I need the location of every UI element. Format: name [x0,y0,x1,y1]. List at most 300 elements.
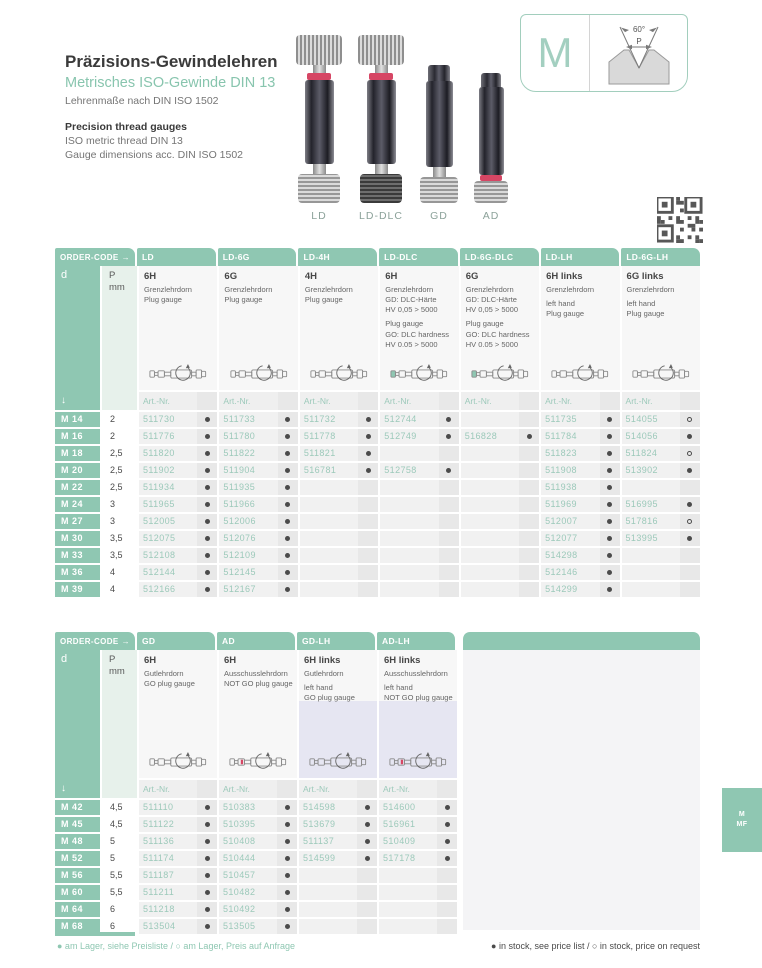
pitch-value-cell: 2,5 [102,446,137,461]
stock-cell [519,412,539,427]
pitch-unit-label: mm [109,282,125,294]
stock-filled-icon [687,502,692,507]
art-number: 513679 [299,817,357,832]
stock-cell [600,480,620,495]
art-number: 513505 [219,919,277,934]
stock-filled-icon [607,434,612,439]
stock-cell [437,902,457,917]
column-header-ld-6g-dlc [461,266,539,390]
stock-cell [680,480,700,495]
stock-cell [600,565,620,580]
stock-cell [197,514,217,529]
art-cell-ld-4h [300,548,378,563]
art-cell-ld-dlc [380,514,458,529]
column-tab-ld-4h: LD-4H [298,248,377,266]
stock-filled-icon [366,451,371,456]
art-number [300,582,358,597]
table-row [55,800,455,815]
stock-cell [519,463,539,478]
stock-filled-icon [687,468,692,473]
stock-cell [197,902,217,917]
column-description-line: GO: DLC hardness [385,329,450,339]
art-cell-gd [139,868,217,883]
art-number [380,497,438,512]
art-cell-ad [219,868,297,883]
plug-gauge-icon [389,751,447,773]
pitch-value-cell: 3,5 [102,548,137,563]
column-description-line: HV 0,05 > 5000 [465,305,519,315]
pitch-column-header [102,650,137,798]
stock-filled-icon [205,553,210,558]
stock-cell [437,885,457,900]
gauge-thread-plug-dlc [360,174,402,203]
thread-size-cell: M 68 [55,919,100,934]
art-cell-gd-lh [299,834,377,849]
stock-filled-icon [366,417,371,422]
stock-open-icon [687,451,692,456]
art-number [379,919,437,934]
stock-filled-icon [205,485,210,490]
art-cell-ld-6g-lh [622,497,700,512]
art-number: 511820 [139,446,197,461]
stock-filled-icon [607,536,612,541]
art-number: 511938 [541,480,599,495]
gauge-body [426,81,453,167]
plug-gauge-icon [229,751,287,773]
art-number [380,514,438,529]
art-cell-ld-dlc [380,531,458,546]
art-number: 512167 [219,582,277,597]
column-description-line: Grenzlehrdorn [626,285,675,294]
stock-cell [519,497,539,512]
art-cell-ld-6g-lh [622,531,700,546]
column-description-line: Grenzlehrdorn [385,285,434,294]
gauge-photo-ld [296,35,342,222]
stock-cell [277,868,297,883]
gauge-red-ring [307,73,331,80]
stock-cell [357,885,377,900]
stock-cell [437,851,457,866]
gauge-red-ring [369,73,393,80]
stock-filled-icon [205,873,210,878]
stock-filled-icon [607,468,612,473]
table-head [55,650,455,798]
table-row [55,851,455,866]
plug-gauge-icon [551,363,609,385]
art-number: 511776 [139,429,197,444]
stock-legend-de: ● am Lager, siehe Preisliste / ○ am Lager, Preis auf Anfrage [57,941,295,951]
stock-cell [680,514,700,529]
art-number: 511174 [139,851,197,866]
art-cell-gd-lh [299,868,377,883]
thread-size-cell: M 60 [55,885,100,900]
column-description-line: left hand [304,683,333,693]
art-cell-ld-lh [541,565,619,580]
stock-cell [439,582,459,597]
stock-filled-icon [205,822,210,827]
stock-cell [519,565,539,580]
column-description-line: HV 0,05 > 5000 [385,305,438,315]
column-description-line: GD: DLC-Härte [465,295,517,305]
art-number: 512077 [541,531,599,546]
art-cell-gd-lh [299,817,377,832]
column-ld-6g-lh [622,266,700,410]
d-column-header [55,266,100,410]
art-number: 511778 [300,429,358,444]
art-cell-gd-lh [299,902,377,917]
art-cell-ld-4h [300,429,378,444]
table-row [55,885,455,900]
stock-cell [439,548,459,563]
stock-filled-icon [446,468,451,473]
stock-filled-icon [205,587,210,592]
pitch-value-cell: 4 [102,582,137,597]
stock-cell [519,548,539,563]
art-number: 511904 [219,463,277,478]
gauge-icon-wrap [300,363,378,385]
art-cell-ld-6g-lh [622,429,700,444]
art-number [461,463,519,478]
stock-cell [278,412,298,427]
art-number: 511969 [541,497,599,512]
column-description-line: Gutlehrdorn [144,669,184,678]
column-ad-lh [379,650,457,798]
art-number: 514599 [299,851,357,866]
column-description-line: left hand [546,299,575,309]
pitch-label: P [109,654,116,665]
stock-filled-icon [445,856,450,861]
art-cell-ld-6g-lh [622,446,700,461]
art-number [300,531,358,546]
thread-size-cell: M 33 [55,548,100,563]
table-row [55,565,700,580]
pitch-value-cell: 5 [102,834,137,849]
column-description-line: HV 0.05 > 5000 [465,339,519,349]
artnr-dot-spacer [680,392,700,410]
stock-cell [277,919,297,934]
art-number: 511821 [300,446,358,461]
art-number: 510482 [219,885,277,900]
stock-filled-icon [205,502,210,507]
art-number: 511934 [139,480,197,495]
column-ld-4h [300,266,378,410]
stock-cell [358,463,378,478]
column-description-line: GO plug gauge [304,693,355,703]
column-tab-gd-lh: GD-LH [297,632,375,650]
column-tab-ad-lh: AD-LH [377,632,455,650]
order-code-label: ORDER-CODE [60,636,119,646]
art-number: 511824 [622,446,680,461]
art-cell-ld-6g-dlc [461,565,539,580]
qr-code [657,197,703,243]
thread-size-cell: M 16 [55,429,100,444]
art-number: 517816 [622,514,680,529]
art-cell-gd [139,817,217,832]
art-cell-ld-4h [300,514,378,529]
stock-cell [519,429,539,444]
art-number [299,868,357,883]
artnr-row [139,780,217,798]
tolerance-grade: 6G [224,271,238,282]
art-cell-ld-dlc [380,412,458,427]
stock-filled-icon [607,502,612,507]
art-cell-ad-lh [379,919,457,934]
art-cell-ld-lh [541,548,619,563]
art-number [300,565,358,580]
d-label: d [61,269,68,281]
stock-filled-icon [285,417,290,422]
art-number [461,497,519,512]
gauge-photo-label: AD [482,210,500,222]
svg-text:P: P [635,37,642,46]
gauge-photo-label: LD [311,210,327,222]
thread-type-letter: M [537,29,573,76]
gauge-photo-label: GD [430,210,448,222]
stock-cell [680,548,700,563]
column-tab-ld-6g: LD-6G [218,248,297,266]
stock-cell [680,429,700,444]
stock-filled-icon [285,434,290,439]
stock-cell [358,565,378,580]
column-tab-ad: AD [217,632,295,650]
art-number [299,902,357,917]
register-tab [722,788,762,852]
gauge-icon-wrap [219,363,297,385]
art-cell-ad [219,817,297,832]
gauge-icon-wrap [541,363,619,385]
stock-cell [277,817,297,832]
art-number: 513995 [622,531,680,546]
stock-cell [278,446,298,461]
art-number: 511908 [541,463,599,478]
art-number [461,582,519,597]
thread-size-cell: M 20 [55,463,100,478]
stock-cell [357,902,377,917]
artnr-label: Art.-Nr. [622,392,680,410]
stock-cell [439,514,459,529]
stock-cell [358,480,378,495]
column-ld-lh [541,266,619,410]
arrow-down-icon: ↓ [61,395,66,406]
stock-filled-icon [446,417,451,422]
column-ld-6g-dlc [461,266,539,410]
art-number: 511136 [139,834,197,849]
art-cell-ld-6g [219,463,297,478]
art-cell-ld-6g [219,582,297,597]
art-cell-ad-lh [379,902,457,917]
art-cell-ld [139,429,217,444]
thread-size-cell: M 39 [55,582,100,597]
pitch-value-cell: 3 [102,514,137,529]
art-number: 516995 [622,497,680,512]
art-cell-ad [219,919,297,934]
stock-filled-icon [205,570,210,575]
table-row [55,868,455,883]
stock-cell [600,548,620,563]
page-subtitle-en: ISO metric thread DIN 13 [65,135,183,147]
stock-filled-icon [445,839,450,844]
artnr-row [380,392,458,410]
stock-cell [439,565,459,580]
column-header-gd-lh [299,650,377,778]
stock-filled-icon [285,536,290,541]
art-number [300,497,358,512]
table-row [55,412,700,427]
art-cell-ld-6g [219,565,297,580]
stock-filled-icon [205,468,210,473]
art-number: 516781 [300,463,358,478]
artnr-label: Art.-Nr. [299,780,357,798]
art-cell-ld-lh [541,514,619,529]
art-cell-ld [139,463,217,478]
art-cell-ad-lh [379,800,457,815]
stock-cell [680,497,700,512]
stock-cell [439,531,459,546]
art-number: 512007 [541,514,599,529]
pitch-value-cell: 3,5 [102,531,137,546]
thread-type-box [520,14,688,92]
stock-cell [278,565,298,580]
stock-cell [439,429,459,444]
art-cell-ld-6g-lh [622,582,700,597]
stock-cell [277,800,297,815]
art-number: 511110 [139,800,197,815]
stock-filled-icon [205,856,210,861]
stock-filled-icon [285,570,290,575]
art-cell-ld [139,480,217,495]
art-number: 511902 [139,463,197,478]
art-cell-ld-6g-lh [622,565,700,580]
stock-filled-icon [365,856,370,861]
art-number [379,868,437,883]
art-cell-ld-6g-lh [622,480,700,495]
stock-filled-icon [285,907,290,912]
table-row [55,834,455,849]
stock-filled-icon [205,839,210,844]
table-row [55,548,700,563]
stock-cell [278,463,298,478]
art-cell-ld-dlc [380,548,458,563]
column-description-line: GO plug gauge [144,679,195,689]
thread-size-cell: M 36 [55,565,100,580]
artnr-row [541,392,619,410]
stock-open-icon [687,519,692,524]
art-cell-ld-dlc [380,582,458,597]
tolerance-grade: 6H [144,655,157,666]
stock-cell [278,548,298,563]
stock-filled-icon [446,434,451,439]
art-number: 511211 [139,885,197,900]
stock-filled-icon [366,468,371,473]
stock-cell [519,446,539,461]
stock-cell [439,446,459,461]
column-tab-ld: LD [137,248,216,266]
gauge-icon-wrap [139,363,217,385]
order-code-cell [55,248,135,266]
artnr-dot-spacer [600,392,620,410]
table-row [55,446,700,461]
gauge-body [367,80,396,164]
column-description-line: NOT GO plug gauge [224,679,293,689]
stock-cell [357,868,377,883]
art-cell-ld [139,548,217,563]
stock-filled-icon [285,856,290,861]
stock-cell [358,582,378,597]
stock-cell [197,817,217,832]
art-cell-ld-4h [300,565,378,580]
stock-cell [680,412,700,427]
table-row [55,514,700,529]
art-cell-ld [139,412,217,427]
stock-legend-en: ● in stock, see price list / ○ in stock, price on request [491,941,700,951]
gauge-icon-wrap [379,751,457,773]
stock-cell [437,868,457,883]
stock-filled-icon [285,468,290,473]
art-number [380,582,438,597]
stock-filled-icon [607,417,612,422]
pitch-column-header [102,266,137,410]
art-cell-ld [139,531,217,546]
plug-gauge-icon [632,363,690,385]
artnr-row [219,392,297,410]
art-number: 510408 [219,834,277,849]
column-description-line: Grenzlehrdorn [304,285,353,294]
artnr-dot-spacer [278,392,298,410]
art-cell-ld [139,514,217,529]
column-description-line: Grenzlehrdorn [546,285,595,294]
art-number: 514055 [622,412,680,427]
stock-filled-icon [285,873,290,878]
art-number: 512758 [380,463,438,478]
stock-filled-icon [205,417,210,422]
art-cell-gd [139,885,217,900]
plug-gauge-icon [149,363,207,385]
column-gd [139,650,217,798]
art-number: 511137 [299,834,357,849]
art-number [380,565,438,580]
art-cell-ld-6g-dlc [461,497,539,512]
art-cell-ld-4h [300,446,378,461]
art-cell-ld-dlc [380,429,458,444]
art-cell-ad [219,902,297,917]
art-number [461,480,519,495]
plug-gauge-icon [309,751,367,773]
plug-gauge-icon [230,363,288,385]
table-row [55,582,700,597]
art-cell-ld-4h [300,531,378,546]
stock-cell [358,548,378,563]
stock-cell [357,834,377,849]
stock-filled-icon [205,805,210,810]
art-number [622,582,680,597]
order-code-band [55,632,700,650]
art-cell-ld-lh [541,582,619,597]
art-number [300,548,358,563]
column-ad [219,650,297,798]
gauge-icon-wrap [380,363,458,385]
tolerance-grade: 6G [465,271,479,282]
art-cell-ad [219,885,297,900]
thread-size-cell: M 22 [55,480,100,495]
stock-cell [600,582,620,597]
artnr-row [219,780,297,798]
art-cell-ad-lh [379,885,457,900]
art-cell-ld [139,582,217,597]
stock-cell [197,800,217,815]
art-cell-ld-lh [541,412,619,427]
stock-cell [277,834,297,849]
gauge-neck [433,167,446,177]
